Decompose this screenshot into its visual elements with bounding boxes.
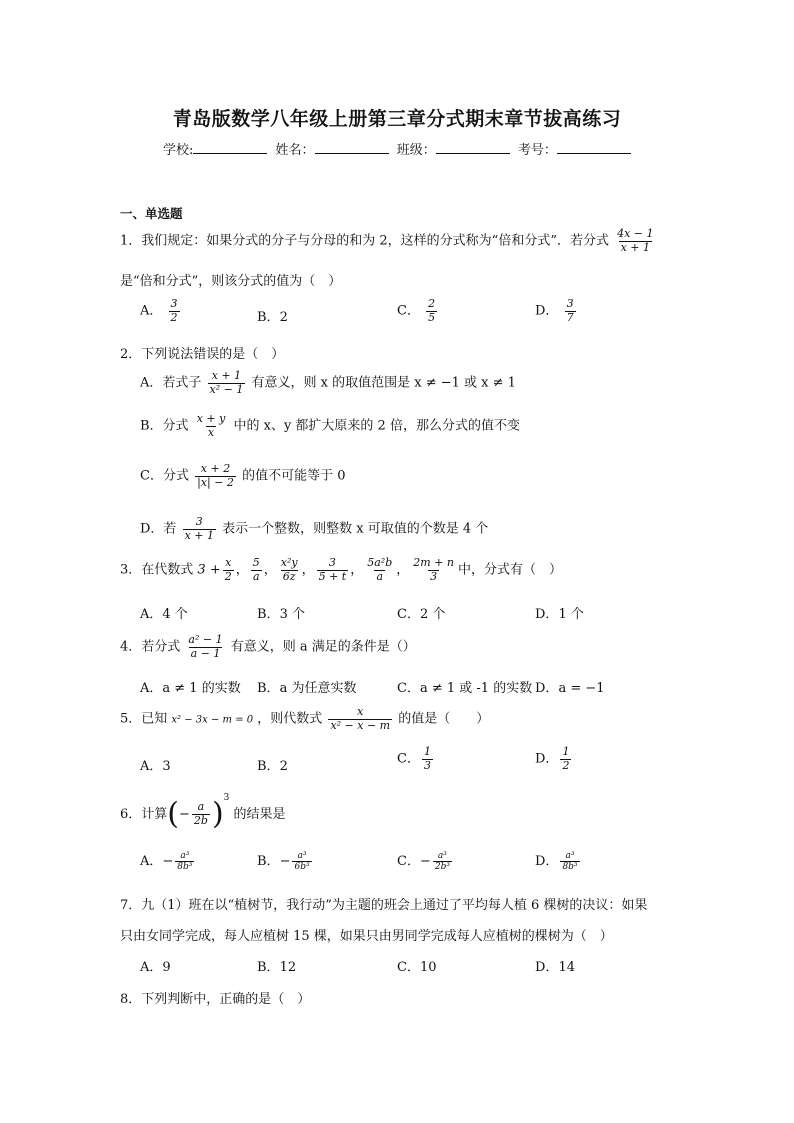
q1-stem-line1	[120, 228, 658, 254]
frac-den: x² − x − m	[330, 718, 391, 732]
q6-option-c	[397, 850, 454, 872]
frac-num: a³	[180, 850, 190, 861]
q1-frac-den: x + 1	[620, 240, 651, 254]
option-label: B．	[257, 960, 280, 975]
option-fraction	[422, 746, 433, 772]
option-text: B．分式	[140, 418, 189, 434]
q1-option-b	[257, 306, 288, 325]
expr-fraction	[251, 557, 262, 583]
q7-option-b	[257, 956, 296, 975]
option-text: a ≠ 1 或 -1 的实数	[419, 681, 533, 696]
frac-num: 5	[252, 556, 260, 569]
option-text: 4 个	[162, 607, 188, 622]
option-fraction	[565, 298, 576, 324]
frac-num: a³	[297, 850, 307, 861]
option-fraction	[426, 298, 437, 324]
stem-text: 6．计算	[120, 807, 168, 822]
stem-text: ，则代数式	[257, 711, 323, 727]
q1-option-c	[397, 298, 439, 324]
option-text: 2	[279, 310, 288, 325]
q4-fraction	[186, 634, 224, 660]
q4-option-d	[535, 677, 605, 696]
q6-fraction	[192, 801, 210, 827]
q5-stem	[120, 706, 489, 732]
option-text: A．若式子	[140, 375, 202, 391]
frac-num: a² − 1	[188, 633, 223, 646]
option-fraction	[433, 851, 452, 873]
page-title: 青岛版数学八年级上册第三章分式期末章节拔高练习	[172, 108, 622, 130]
minus-sign: −	[179, 807, 190, 822]
option-label: D．	[535, 854, 559, 869]
frac-den: x	[207, 425, 215, 439]
frac-num: 3	[195, 515, 203, 528]
q1-option-a	[140, 298, 182, 324]
q1-fraction	[615, 228, 655, 254]
option-text: 2 个	[419, 607, 446, 622]
option-label: C．	[397, 960, 420, 975]
stem-text: 中，分式有（ ）	[458, 562, 563, 578]
q4-option-c	[397, 677, 532, 696]
option-label: D．	[535, 681, 559, 696]
frac-den: 2b	[193, 814, 208, 827]
q2-option-c	[140, 463, 345, 489]
q8-stem: 8．下列判断中，正确的是（ ）	[120, 992, 311, 1007]
option-label: B．	[257, 681, 280, 696]
frac-num: a	[197, 800, 205, 814]
school-blank	[193, 141, 267, 154]
frac-num: x + 2	[200, 462, 231, 475]
option-label: A．	[140, 960, 163, 975]
q2-stem: 2．下列说法错误的是（ ）	[120, 347, 285, 362]
exam-no-blank	[557, 141, 631, 154]
frac-den: x² − 1	[209, 382, 244, 396]
option-text: 2	[279, 759, 288, 774]
option-text: 3	[162, 759, 171, 774]
exam-no-label: 考号：	[517, 143, 557, 158]
q1-stem-line2: 是“倍和分式”，则该分式的值为（ ）	[120, 274, 342, 289]
option-text: 1 个	[558, 607, 584, 622]
frac-den: 7	[566, 310, 574, 324]
right-paren: )	[211, 796, 224, 832]
exponent: 3	[223, 793, 230, 803]
frac-num: x	[357, 705, 364, 718]
q7-option-d	[535, 956, 575, 975]
q1-option-d	[535, 298, 578, 324]
option-text: 9	[162, 960, 171, 975]
option-text: 有意义，则 x 的取值范围是 x ≠ −1 或 x ≠ 1	[251, 375, 516, 391]
q6-option-b	[257, 850, 314, 872]
q7-option-c	[397, 956, 437, 975]
q1-frac-num: 4x − 1	[617, 227, 654, 240]
q3-option-c	[397, 603, 445, 622]
stem-text: 有意义，则 a 满足的条件是（）	[230, 639, 416, 655]
school-label: 学校:	[163, 143, 194, 158]
option-fraction	[195, 463, 236, 489]
frac-den: |x| − 2	[197, 475, 234, 489]
sign: −	[162, 854, 174, 869]
stem-text: 的值是（ ）	[398, 711, 490, 727]
option-text: C．分式	[140, 468, 189, 484]
frac-num: 3	[566, 297, 574, 310]
q6-option-a	[140, 850, 196, 872]
option-label: D．	[535, 751, 559, 767]
frac-den: 2b³	[434, 862, 450, 872]
option-text: 12	[279, 960, 297, 975]
option-label: A．	[140, 681, 163, 696]
sign: −	[419, 854, 431, 869]
frac-num: 2	[428, 297, 436, 310]
class-label: 班级：	[396, 143, 436, 158]
frac-num: 3	[328, 556, 336, 569]
option-label: A．	[140, 759, 163, 774]
q5-option-d	[535, 746, 573, 772]
expr-fraction	[223, 557, 234, 583]
q3-option-b	[257, 603, 305, 622]
stem-text: 的结果是	[233, 807, 286, 822]
option-text: 3 个	[279, 607, 305, 622]
option-label: D．	[535, 303, 559, 319]
frac-den: 3	[423, 758, 431, 772]
q7-option-a	[140, 956, 171, 975]
q5-option-a	[140, 755, 171, 774]
option-text: a 为任意实数	[279, 681, 357, 696]
frac-num: 1	[423, 745, 431, 758]
left-paren: (	[167, 796, 179, 832]
frac-den: x + 1	[184, 528, 214, 542]
sign: −	[279, 854, 291, 869]
q3-stem: 3．在代数式 3 + $\frac{x}{2}$ ， $\frac{5}{a}$ ， $\frac{\text{x²y}}{6z}$ ， $\frac{3}{5 + t}$ ， $\frac{\text{5a²b}}{a}$ ， $\frac{2m + n}{3}$ 中，分式有（ ）	[120, 556, 563, 583]
option-text: 的值不可能等于 0	[242, 468, 346, 484]
frac-den: 3	[430, 569, 438, 583]
stem-text: 5．已知	[120, 711, 168, 727]
class-blank	[436, 141, 510, 154]
frac-den: 8b³	[177, 862, 193, 872]
option-fraction	[560, 746, 571, 772]
frac-num: 3	[170, 297, 178, 310]
option-text: 表示一个整数，则整数 x 可取值的个数是 4 个	[222, 521, 489, 537]
frac-den: 2	[562, 758, 570, 772]
frac-num: 2m + n	[413, 556, 455, 569]
option-label: C．	[397, 681, 420, 696]
frac-den: 5	[428, 310, 436, 324]
q4-option-a	[140, 677, 241, 696]
option-label: B．	[257, 607, 280, 622]
frac-den: 6z	[282, 569, 296, 583]
frac-num: x	[225, 556, 232, 569]
q2-option-b	[140, 413, 520, 439]
option-text: D．若	[140, 521, 177, 537]
stem-text: 3．在代数式	[120, 562, 194, 578]
option-label: C．	[397, 854, 420, 869]
frac-den: a − 1	[190, 646, 221, 660]
option-label: C．	[397, 751, 420, 767]
option-text: a ≠ 1 的实数	[162, 681, 241, 696]
frac-den: a	[376, 569, 384, 583]
q2-option-a	[140, 370, 516, 396]
option-label: A．	[140, 607, 163, 622]
option-text: 10	[419, 960, 437, 975]
q5-fraction	[328, 706, 392, 732]
expr-fraction	[411, 557, 456, 583]
frac-den: a	[252, 569, 260, 583]
option-label: A．	[140, 854, 163, 869]
frac-num: x + y	[196, 412, 226, 425]
q7-stem-line2: 只由女同学完成，每人应植树 15 棵，如果只由男同学完成每人应植树的棵树为（ ）	[120, 929, 613, 944]
frac-num: 5a²b	[367, 556, 393, 569]
q5-option-b	[257, 755, 288, 774]
frac-num: x²y	[280, 556, 298, 569]
q4-option-b	[257, 677, 356, 696]
option-fraction	[292, 851, 311, 873]
expr-fraction	[365, 557, 394, 583]
option-label: C．	[397, 607, 420, 622]
option-fraction	[169, 298, 180, 324]
name-blank	[315, 141, 389, 154]
stem-text: 4．若分式	[120, 639, 181, 655]
option-label: B．	[257, 310, 280, 325]
q1-stem-a: 1．我们规定：如果分式的分子与分母的和为 2，这样的分式称为“倍和分式”．若分式	[120, 233, 609, 249]
q3-option-a	[140, 603, 188, 622]
frac-den: 8b³	[562, 862, 578, 872]
frac-num: 1	[562, 745, 570, 758]
q2-option-d	[140, 516, 488, 542]
option-text: a = −1	[558, 681, 605, 696]
frac-num: x + 1	[211, 369, 242, 382]
q7-stem-line1: 7．九（1）班在以“植树节，我行动”为主题的班会上通过了平均每人植 6 棵树的决议：如果	[120, 898, 648, 913]
frac-den: 6b³	[294, 862, 310, 872]
option-label: A．	[140, 303, 163, 319]
condition-expr: x² − 3x − m = 0	[171, 714, 254, 726]
option-fraction	[183, 516, 216, 542]
option-label: B．	[257, 759, 280, 774]
option-text: 14	[558, 960, 575, 975]
name-label: 姓名：	[275, 143, 315, 158]
option-fraction	[195, 413, 228, 439]
option-label: D．	[535, 960, 559, 975]
frac-num: a³	[437, 850, 447, 861]
option-text: 中的 x、y 都扩大原来的 2 倍，那么分式的值不变	[233, 418, 520, 434]
expr-fraction	[279, 557, 300, 583]
option-label: B．	[257, 854, 280, 869]
expr-text: 3 +	[197, 562, 221, 578]
option-fraction	[560, 851, 579, 873]
option-fraction	[208, 370, 246, 396]
frac-den: 2	[224, 569, 232, 583]
expr-fraction	[317, 557, 349, 583]
q6-option-d	[535, 850, 582, 872]
q5-option-c	[397, 746, 435, 772]
student-info-line	[163, 139, 635, 158]
frac-num: a³	[565, 850, 575, 861]
option-fraction	[175, 851, 194, 873]
q3-option-d	[535, 603, 584, 622]
q6-stem	[120, 793, 286, 830]
option-label: D．	[535, 607, 559, 622]
frac-den: 5 + t	[318, 569, 347, 583]
frac-den: 2	[170, 310, 178, 324]
option-label: C．	[397, 303, 420, 319]
q4-stem	[120, 634, 416, 660]
section-title: 一、单选题	[120, 206, 183, 221]
